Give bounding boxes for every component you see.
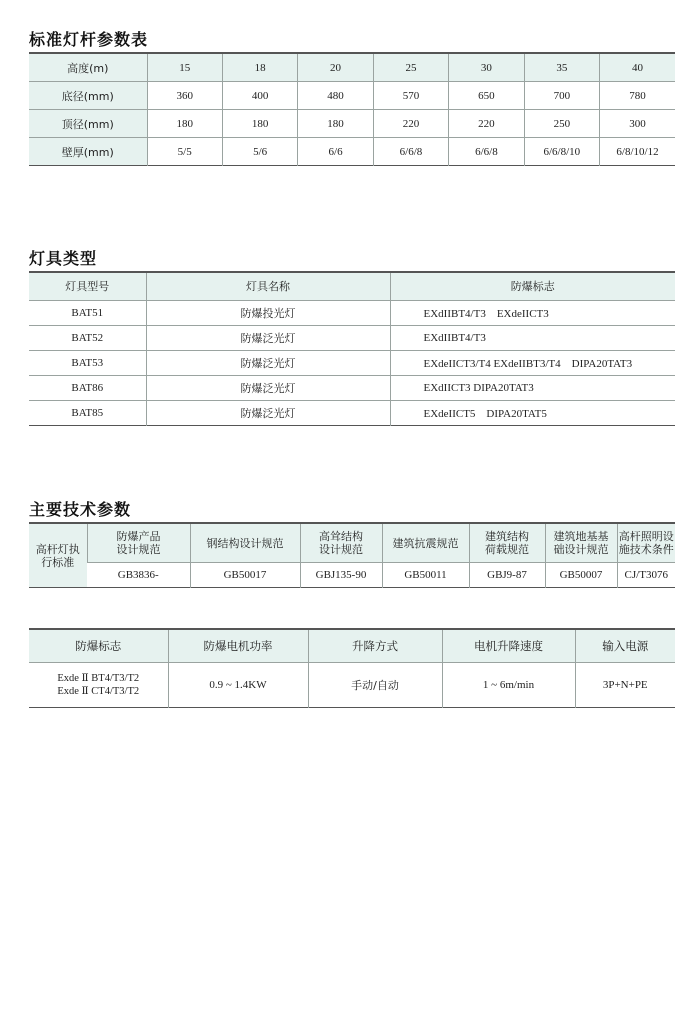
table-cell: 180	[222, 110, 297, 138]
table-cell: 570	[373, 82, 448, 110]
table-header-row	[29, 629, 675, 663]
table-cell: 250	[524, 110, 599, 138]
column-header	[190, 523, 300, 563]
header-line: 防爆产品	[116, 530, 161, 543]
standard-code: GB50017	[190, 563, 300, 588]
header-line: 建筑地基基	[553, 530, 609, 543]
table-cell: 180	[298, 110, 373, 138]
table-row	[29, 663, 675, 708]
column-header: 灯具名称	[146, 272, 390, 301]
column-header	[545, 523, 617, 563]
table-cell: 6/6/8	[449, 138, 524, 166]
table-cell: 5/5	[147, 138, 222, 166]
table-cell: 30	[449, 53, 524, 82]
explosion-mark: EXdIIBT4/T3	[390, 326, 675, 351]
lamp-name: 防爆泛光灯	[146, 401, 390, 426]
table-cell: 5/6	[222, 138, 297, 166]
standard-code: CJ/T3076	[617, 563, 675, 588]
row-label: 顶径(mm)	[29, 110, 147, 138]
explosion-mark: EXdeIICT3/T4 EXdeIIBT3/T4 DIPA20TAT3	[390, 351, 675, 376]
motor-power: 0.9 ~ 1.4KW	[168, 663, 308, 708]
table-row	[29, 376, 675, 401]
tech-table-title: 主要技术参数	[29, 500, 132, 519]
row-header	[29, 523, 87, 588]
lamp-model: BAT51	[29, 301, 146, 326]
standard-code: GBJ135-90	[300, 563, 382, 588]
column-header	[617, 523, 675, 563]
explosion-mark: EXdeIICT5 DIPA20TAT5	[390, 401, 675, 426]
lamp-name: 防爆泛光灯	[146, 351, 390, 376]
column-header	[300, 523, 382, 563]
row-header-line: 行标准	[41, 555, 75, 569]
row-label: 底径(mm)	[29, 82, 147, 110]
table-cell: 180	[147, 110, 222, 138]
mark-line: Exde Ⅱ BT4/T3/T2	[57, 673, 140, 684]
power-parameter-table	[29, 628, 675, 708]
explosion-mark: EXdIIBT4/T3 EXdeIICT3	[390, 301, 675, 326]
table-header-row	[29, 523, 675, 563]
table-row	[29, 53, 675, 82]
header-line: 高耸结构	[319, 530, 363, 543]
column-header	[87, 523, 190, 563]
column-header: 灯具型号	[29, 272, 146, 301]
header-line: 设计规范	[116, 543, 161, 556]
input-supply: 3P+N+PE	[575, 663, 675, 708]
lamp-model: BAT52	[29, 326, 146, 351]
row-label: 高度(m)	[29, 53, 147, 82]
table-cell: 20	[298, 53, 373, 82]
table-cell: 25	[373, 53, 448, 82]
table-cell: 480	[298, 82, 373, 110]
table-cell: 6/6/8	[373, 138, 448, 166]
standard-code: GB50011	[382, 563, 469, 588]
lamp-model: BAT53	[29, 351, 146, 376]
table-cell: 300	[600, 110, 675, 138]
table-row	[29, 351, 675, 376]
table-cell: 6/6	[298, 138, 373, 166]
column-header	[382, 523, 469, 563]
table-cell: 15	[147, 53, 222, 82]
table-cell: 220	[449, 110, 524, 138]
lamp-name: 防爆泛光灯	[146, 326, 390, 351]
lift-speed: 1 ~ 6m/min	[442, 663, 575, 708]
column-header: 升降方式	[308, 629, 442, 663]
lamp-name: 防爆投光灯	[146, 301, 390, 326]
header-line: 建筑结构	[485, 530, 529, 543]
standard-code: GB3836-	[87, 563, 190, 588]
table-row	[29, 82, 675, 110]
table-cell: 780	[600, 82, 675, 110]
table-header-row	[29, 272, 675, 301]
table-row	[29, 110, 675, 138]
row-label: 壁厚(mm)	[29, 138, 147, 166]
table-row	[29, 138, 675, 166]
table-row	[29, 401, 675, 426]
header-line: 荷载规范	[485, 543, 529, 556]
column-header: 防爆标志	[390, 272, 675, 301]
table-cell: 6/6/8/10	[524, 138, 599, 166]
column-header: 防爆电机功率	[168, 629, 308, 663]
column-header: 输入电源	[575, 629, 675, 663]
table-row	[29, 563, 675, 588]
column-header	[469, 523, 545, 563]
explosion-mark: EXdIICT3 DIPA20TAT3	[390, 376, 675, 401]
table-cell: 360	[147, 82, 222, 110]
table-cell: 650	[449, 82, 524, 110]
header-line: 础设计规范	[553, 543, 609, 556]
table-cell: 700	[524, 82, 599, 110]
standard-code: GB50007	[545, 563, 617, 588]
table-row	[29, 326, 675, 351]
lamp-table-title: 灯具类型	[29, 249, 98, 268]
tech-standard-table	[29, 522, 675, 588]
table-cell: 220	[373, 110, 448, 138]
column-header: 电机升降速度	[442, 629, 575, 663]
header-line: 施技术条件	[618, 543, 674, 556]
table-cell: 35	[524, 53, 599, 82]
table-cell: 18	[222, 53, 297, 82]
pole-table-title: 标准灯杆参数表	[29, 30, 149, 49]
lamp-model: BAT85	[29, 401, 146, 426]
pole-parameter-table	[29, 52, 675, 166]
header-line: 高杆照明设	[618, 530, 674, 543]
row-header-line: 高杆灯执	[35, 542, 80, 556]
table-cell: 40	[600, 53, 675, 82]
explosion-mark	[29, 663, 168, 708]
header-line: 建筑抗震规范	[392, 536, 459, 550]
lamp-type-table	[29, 271, 675, 426]
lamp-model: BAT86	[29, 376, 146, 401]
table-cell: 400	[222, 82, 297, 110]
header-line: 设计规范	[319, 543, 363, 556]
lift-mode: 手动/自动	[308, 663, 442, 708]
mark-line: Exde Ⅱ CT4/T3/T2	[57, 686, 140, 697]
header-line: 钢结构设计规范	[206, 536, 284, 550]
lamp-name: 防爆泛光灯	[146, 376, 390, 401]
column-header: 防爆标志	[29, 629, 168, 663]
table-row	[29, 301, 675, 326]
standard-code: GBJ9-87	[469, 563, 545, 588]
table-cell: 6/8/10/12	[600, 138, 675, 166]
